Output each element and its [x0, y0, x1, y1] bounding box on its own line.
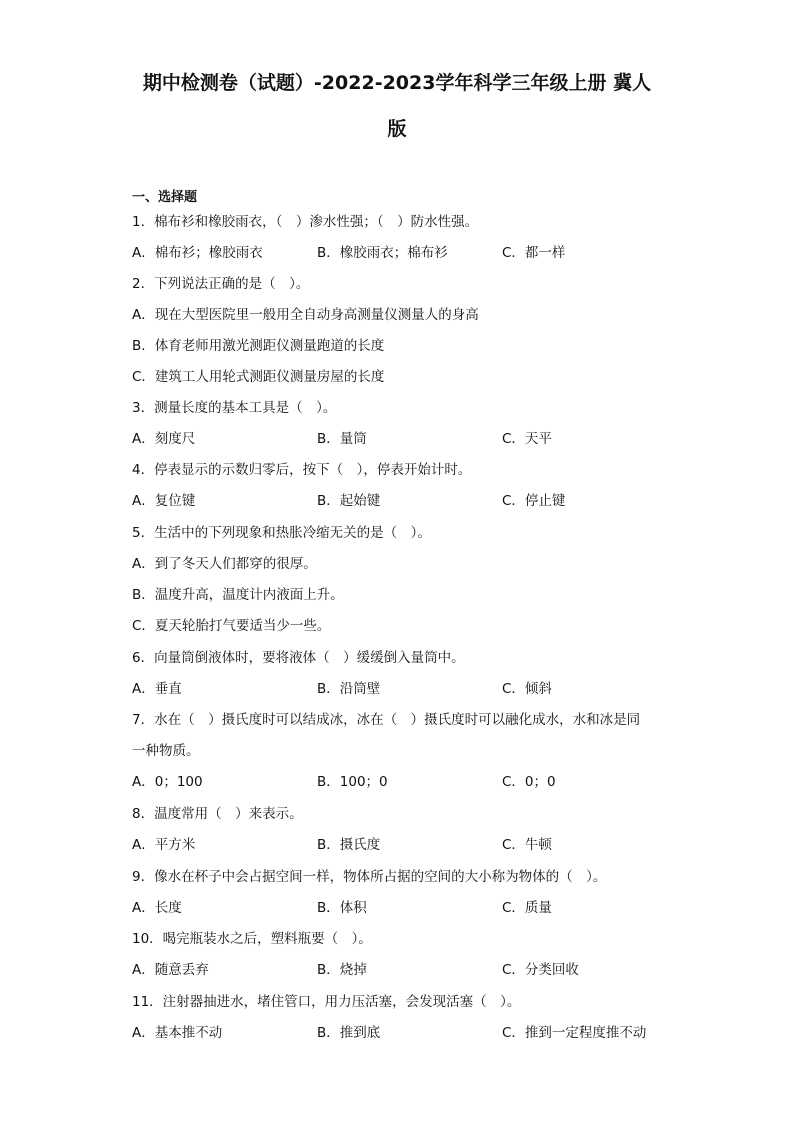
page-title-line-1: 期中检测卷（试题）-2022-2023学年科学三年级上册 冀人 [142, 72, 652, 94]
question-8-stem: 8．温度常用（ ）来表示。 [132, 806, 303, 822]
section-heading: 一、选择题 [132, 190, 198, 205]
question-11-option-a: A．基本推不动 [132, 1025, 223, 1041]
question-9-option-a: A．长度 [132, 900, 182, 916]
question-10-option-c: C．分类回收 [502, 962, 579, 978]
question-6-option-c: C．倾斜 [502, 681, 552, 697]
question-2-stem: 2．下列说法正确的是（ ）。 [132, 276, 310, 292]
question-11-option-c: C．推到一定程度推不动 [502, 1025, 647, 1041]
question-2-option-a: A．现在大型医院里一般用全自动身高测量仪测量人的身高 [132, 307, 479, 323]
page-title-line-2: 版 [387, 118, 407, 140]
question-7-stem-line-2: 一种物质。 [132, 743, 200, 759]
question-1-stem: 1．棉布衫和橡胶雨衣，（ ）渗水性强；（ ）防水性强。 [132, 214, 479, 230]
question-4-options [132, 492, 672, 510]
question-9-stem: 9．像水在杯子中会占据空间一样，物体所占据的空间的大小称为物体的（ ）。 [132, 869, 607, 885]
question-3-options [132, 430, 672, 448]
question-10-stem: 10．喝完瓶装水之后，塑料瓶要（ ）。 [132, 931, 372, 947]
question-7-option-b: B．100；0 [317, 774, 388, 790]
question-6-stem: 6．向量筒倒液体时，要将液体（ ）缓缓倒入量筒中。 [132, 650, 465, 666]
question-8-option-c: C．牛顿 [502, 837, 552, 853]
question-7-option-c: C．0；0 [502, 774, 556, 790]
question-4-stem: 4．停表显示的示数归零后，按下（ ），停表开始计时。 [132, 462, 472, 478]
question-2-option-c: C．建筑工人用轮式测距仪测量房屋的长度 [132, 369, 385, 385]
question-4-option-b: B．起始键 [317, 493, 381, 509]
question-11-options [132, 1024, 672, 1042]
question-3-option-b: B．量筒 [317, 431, 367, 447]
question-1-options [132, 244, 672, 262]
question-3-option-c: C．天平 [502, 431, 552, 447]
question-10-option-b: B．烧掉 [317, 962, 367, 978]
question-6-option-a: A．垂直 [132, 681, 182, 697]
question-11-stem: 11．注射器抽进水，堵住管口，用力压活塞，会发现活塞（ ）。 [132, 994, 521, 1010]
question-2-option-b: B．体育老师用激光测距仪测量跑道的长度 [132, 338, 385, 354]
question-5-option-a: A．到了冬天人们都穿的很厚。 [132, 556, 317, 572]
question-7-stem-line-1: 7．水在（ ）摄氏度时可以结成冰，冰在（ ）摄氏度时可以融化成水，水和冰是同 [132, 712, 641, 728]
question-3-option-a: A．刻度尺 [132, 431, 196, 447]
question-7-options [132, 773, 672, 791]
question-8-option-a: A．平方米 [132, 837, 196, 853]
question-1-option-b: B．橡胶雨衣；棉布衫 [317, 245, 448, 261]
question-6-options [132, 680, 672, 698]
question-9-option-c: C．质量 [502, 900, 552, 916]
question-7-option-a: A．0；100 [132, 774, 203, 790]
question-3-stem: 3．测量长度的基本工具是（ ）。 [132, 400, 337, 416]
question-5-option-c: C．夏天轮胎打气要适当少一些。 [132, 618, 331, 634]
question-10-option-a: A．随意丢弃 [132, 962, 209, 978]
question-4-option-c: C．停止键 [502, 493, 566, 509]
question-8-options [132, 836, 672, 854]
question-8-option-b: B．摄氏度 [317, 837, 381, 853]
question-1-option-c: C．都一样 [502, 245, 566, 261]
question-10-options [132, 961, 672, 979]
question-11-option-b: B．推到底 [317, 1025, 381, 1041]
question-6-option-b: B．沿筒壁 [317, 681, 381, 697]
question-5-option-b: B．温度升高，温度计内液面上升。 [132, 587, 344, 603]
question-9-option-b: B．体积 [317, 900, 367, 916]
question-9-options [132, 899, 672, 917]
question-1-option-a: A．棉布衫；橡胶雨衣 [132, 245, 263, 261]
question-5-stem: 5．生活中的下列现象和热胀冷缩无关的是（ ）。 [132, 525, 431, 541]
question-4-option-a: A．复位键 [132, 493, 196, 509]
